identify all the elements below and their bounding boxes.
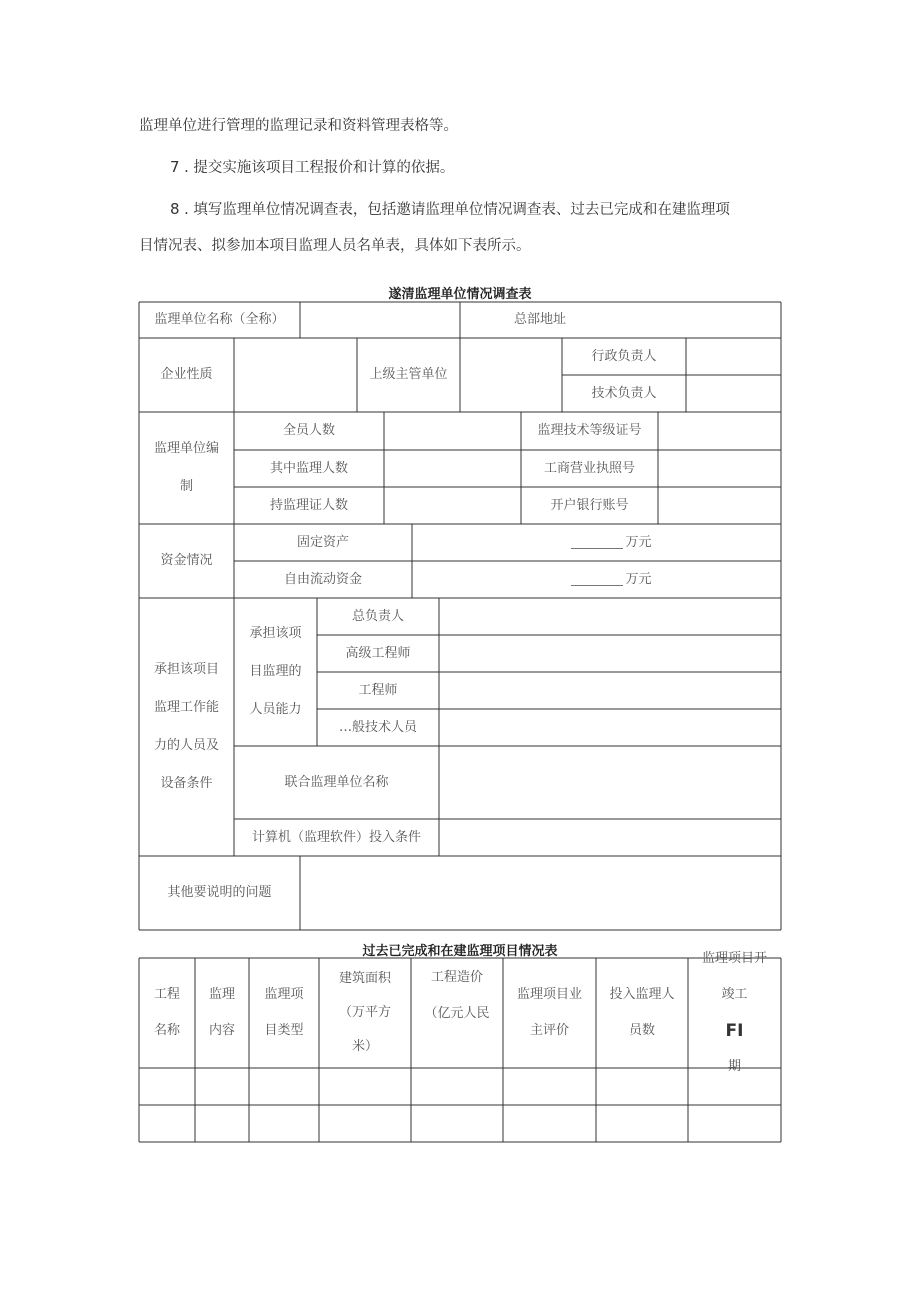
superior-unit-value[interactable] bbox=[460, 338, 562, 412]
joint-unit-value[interactable] bbox=[439, 746, 781, 819]
personnel-capacity-label bbox=[234, 598, 317, 746]
qualification-cert-value[interactable] bbox=[658, 412, 781, 450]
capacity-label-line-4: 设备条件 bbox=[160, 776, 213, 791]
other-issues-value[interactable] bbox=[300, 856, 781, 930]
computer-label: 计算机（监理软件）投入条件 bbox=[251, 829, 421, 845]
header-area-line-2: （万平方 bbox=[338, 1005, 391, 1020]
senior-engineer-label: 高级工程师 bbox=[345, 645, 411, 661]
capacity-label-line-3: 力的人员及 bbox=[153, 738, 219, 753]
survey-table-title: 遂清监理单位情况调查表 bbox=[388, 287, 532, 302]
general-tech-label: …般技术人员 bbox=[338, 719, 417, 735]
header-building-area bbox=[319, 958, 411, 1068]
joint-unit-label: 联合监理单位名称 bbox=[284, 774, 389, 790]
enterprise-nature-label: 企业性质 bbox=[160, 367, 213, 382]
project-cell[interactable] bbox=[503, 1105, 596, 1142]
header-project-name-line-2: 名称 bbox=[153, 1023, 180, 1038]
project-cell[interactable] bbox=[249, 1105, 319, 1142]
unit-name-value[interactable] bbox=[300, 302, 460, 338]
tech-head-label: 技术负责人 bbox=[591, 385, 657, 401]
project-cell[interactable] bbox=[411, 1105, 503, 1142]
fixed-assets-value[interactable] bbox=[412, 524, 781, 561]
liquid-funds-unit: 万元 bbox=[625, 571, 652, 587]
header-area-line-3: 米） bbox=[351, 1039, 378, 1054]
project-row bbox=[139, 1068, 781, 1105]
header-eval-line-1: 监理项目业 bbox=[516, 987, 582, 1002]
project-cell[interactable] bbox=[195, 1105, 249, 1142]
header-dates-part-b: FI bbox=[725, 1021, 744, 1041]
certified-count-label: 持监理证人数 bbox=[269, 497, 348, 513]
header-eval-line-2: 主评价 bbox=[529, 1023, 569, 1038]
chief-label: 总负责人 bbox=[351, 608, 404, 624]
header-owner-evaluation bbox=[503, 958, 596, 1068]
header-staff-count bbox=[596, 958, 688, 1068]
header-project-name bbox=[139, 958, 195, 1068]
item-8-continuation: 目情况表、拟参加本项目监理人员名单表，具体如下表所示。 bbox=[139, 238, 531, 254]
header-project-name-line-1: 工程 bbox=[153, 987, 180, 1002]
funds-label: 资金情况 bbox=[160, 553, 213, 568]
fixed-assets-unit: 万元 bbox=[625, 534, 652, 550]
supervisor-count-value[interactable] bbox=[384, 450, 521, 487]
tech-head-value[interactable] bbox=[686, 375, 781, 412]
header-content-line-2: 内容 bbox=[208, 1023, 235, 1038]
engineer-label: 工程师 bbox=[358, 682, 398, 698]
item-8-text: . 填写监理单位情况调查表，包括邀请监理单位情况调查表、过去已完成和在建监理项 bbox=[184, 202, 730, 218]
project-cell[interactable] bbox=[503, 1068, 596, 1105]
project-cell[interactable] bbox=[411, 1068, 503, 1105]
item-8-number: 8 bbox=[170, 200, 180, 218]
business-license-label: 工商营业执照号 bbox=[543, 460, 635, 476]
header-type-line-2: 目类型 bbox=[264, 1023, 304, 1038]
unit-name-label: 监理单位名称（全称） bbox=[154, 312, 285, 327]
header-project-dates bbox=[688, 951, 781, 1074]
header-content-line-1: 监理 bbox=[208, 987, 235, 1002]
admin-head-label: 行政负责人 bbox=[591, 348, 657, 364]
projects-table-title: 过去已完成和在建监理项目情况表 bbox=[362, 944, 558, 959]
staffing-label bbox=[139, 412, 234, 524]
chief-value[interactable] bbox=[439, 598, 781, 635]
engineer-value[interactable] bbox=[439, 672, 781, 709]
project-cell[interactable] bbox=[596, 1068, 688, 1105]
admin-head-value[interactable] bbox=[686, 338, 781, 375]
project-cell[interactable] bbox=[596, 1105, 688, 1142]
item-7-number: 7 bbox=[170, 158, 180, 176]
capacity-label-line-2: 监理工作能 bbox=[153, 700, 219, 715]
general-tech-value[interactable] bbox=[439, 709, 781, 746]
header-dates-part-c: 期 bbox=[727, 1059, 741, 1074]
bank-account-value[interactable] bbox=[658, 487, 781, 524]
project-cell[interactable] bbox=[195, 1068, 249, 1105]
superior-unit-label: 上级主管单位 bbox=[369, 367, 448, 382]
enterprise-nature-value[interactable] bbox=[234, 338, 357, 412]
capacity-label-line-1: 承担该项目 bbox=[153, 662, 219, 677]
personnel-label-line-1: 承担该项 bbox=[249, 626, 302, 641]
item-7-text: . 提交实施该项目工程报价和计算的依据。 bbox=[184, 160, 455, 176]
bank-account-label: 开户银行账号 bbox=[550, 497, 629, 513]
fixed-assets-blank[interactable] bbox=[571, 536, 623, 549]
header-project-type bbox=[249, 958, 319, 1068]
header-staff-line-1: 投入监理人 bbox=[609, 987, 675, 1002]
intro-line-1: 监理单位进行管理的监理记录和资料管理表格等。 bbox=[139, 118, 458, 134]
header-area-line-1: 建筑面积 bbox=[338, 971, 391, 986]
senior-engineer-value[interactable] bbox=[439, 635, 781, 672]
project-cell[interactable] bbox=[319, 1068, 411, 1105]
header-project-cost bbox=[411, 958, 503, 1068]
project-cell[interactable] bbox=[139, 1105, 195, 1142]
fixed-assets-label: 固定资产 bbox=[296, 534, 349, 550]
staffing-label-line-2: 制 bbox=[179, 479, 193, 494]
project-cell[interactable] bbox=[688, 1068, 781, 1105]
header-supervision-content bbox=[195, 958, 249, 1068]
header-dates-part-a: 竣工 bbox=[721, 987, 748, 1002]
total-staff-label: 全员人数 bbox=[282, 423, 335, 438]
header-cost-line-1: 工程造价 bbox=[430, 970, 483, 985]
header-cost-line-2: （亿元人民 bbox=[424, 1006, 490, 1021]
project-row bbox=[139, 1105, 781, 1142]
project-cell[interactable] bbox=[319, 1105, 411, 1142]
header-dates-line-1: 监理项目开 bbox=[701, 951, 767, 966]
project-cell[interactable] bbox=[688, 1105, 781, 1142]
other-issues-label: 其他要说明的问题 bbox=[167, 885, 272, 900]
header-type-line-1: 监理项 bbox=[264, 987, 304, 1002]
staffing-label-line-1: 监理单位编 bbox=[153, 441, 219, 456]
supervisor-count-label: 其中监理人数 bbox=[269, 460, 348, 476]
computer-value[interactable] bbox=[439, 819, 781, 856]
personnel-label-line-3: 人员能力 bbox=[249, 702, 302, 717]
project-cell[interactable] bbox=[249, 1068, 319, 1105]
project-cell[interactable] bbox=[139, 1068, 195, 1105]
certified-count-value[interactable] bbox=[384, 487, 521, 524]
header-staff-line-2: 员数 bbox=[628, 1023, 655, 1038]
business-license-value[interactable] bbox=[658, 450, 781, 487]
liquid-funds-blank[interactable] bbox=[571, 573, 623, 586]
qualification-cert-label: 监理技术等级证号 bbox=[537, 423, 642, 438]
hq-address-label: 总部地址 bbox=[513, 312, 566, 327]
personnel-label-line-2: 目监理的 bbox=[249, 664, 302, 679]
liquid-funds-label: 自由流动资金 bbox=[283, 571, 362, 587]
capacity-label bbox=[139, 598, 234, 856]
liquid-funds-value[interactable] bbox=[412, 561, 781, 598]
total-staff-value[interactable] bbox=[384, 412, 521, 450]
